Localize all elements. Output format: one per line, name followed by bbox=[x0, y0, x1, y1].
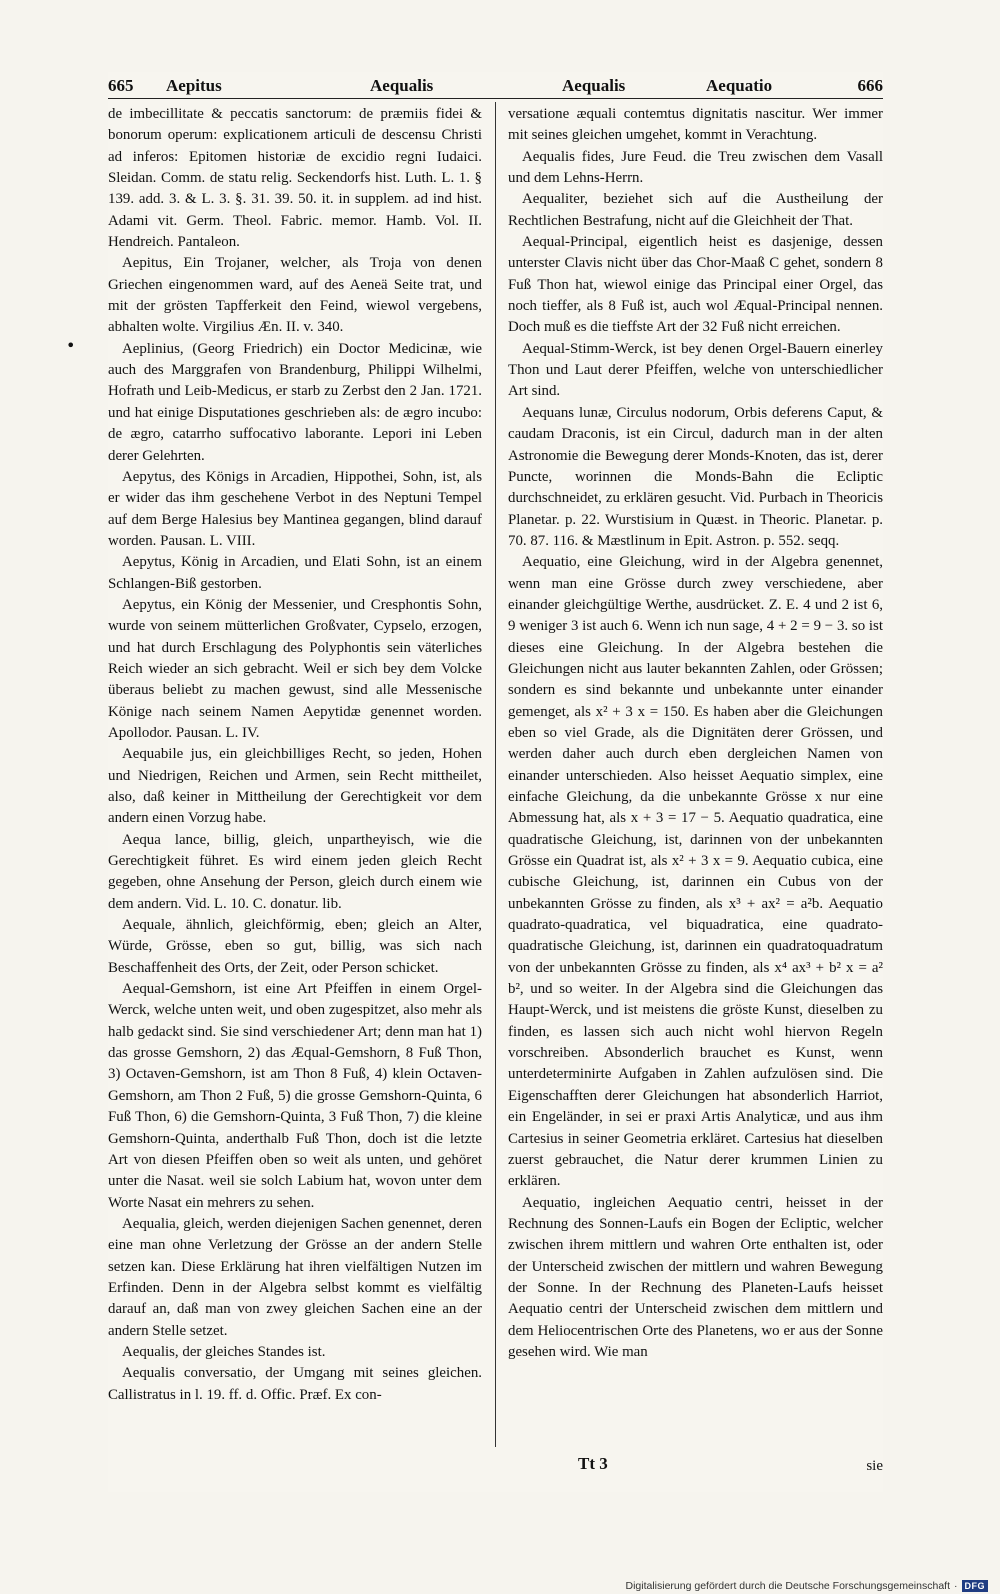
dictionary-entry: Aequal-Stimm-Werck, ist bey denen Orgel-Bauern einerley Thon und Laut derer Pfeiffen, welche von unterschiedlicher Art sind. bbox=[508, 340, 883, 400]
dictionary-entry: Aepytus, des Königs in Arcadien, Hippothei, Sohn, ist, als er wider das ihm geschehene Verbot in des Neptuni Tempel auf dem Berge Halesius bey Mantinea gegangen, blind darauf worden. Pausan. L. VIII. bbox=[108, 468, 482, 549]
dictionary-entry: Aepitus, Ein Trojaner, welcher, als Troja von denen Griechen eingenommen ward, auf des Aeneä Seite trat, und mit der grösten Tapfferkeit den Feind, wiewol vergebens, abhalten wolte. Virgilius Æn. II. v. 340. bbox=[108, 255, 482, 336]
header-word-center-right: Aequalis bbox=[562, 76, 626, 95]
catchword: sie bbox=[866, 1458, 883, 1474]
dictionary-entry: Aequalis conversatio, der Umgang mit seines gleichen. Callistratus in l. 19. ff. d. Offic. Præf. Ex con- bbox=[108, 1365, 482, 1403]
dictionary-entry: Aeplinius, (Georg Friedrich) ein Doctor Medicinæ, wie auch des Marggrafen von Brandenburg, Philippi Wilhelmi, Hofrath und Leib-Medicus, er starb zu Zerbst den 2 Jan. 1721. und hat einige Disputationes geschrieben als: de ægro incubo: de ægro, catarrho suffocativo laborante. Lepori ini Leben derer Gelehrten. bbox=[108, 340, 482, 464]
dictionary-entry: Aequabile jus, ein gleichbilliges Recht, so jeden, Hohen und Niedrigen, Reichen und Armen, sein Recht mittheilet, also, daß keiner in Mittheilung der Gerechtigkeit vor dem andern einen Vorzug habe. bbox=[108, 746, 482, 827]
dictionary-entry: versatione æquali contemtus dignitatis nascitur. Wer immer mit seines gleichen umgehet, kommt in Verachtung. bbox=[508, 106, 883, 144]
margin-mark: • bbox=[66, 336, 76, 355]
dictionary-entry: Aepytus, ein König der Messenier, und Cresphontis Sohn, wurde von seinem mütterlichen Großvater, Cypselo, erzogen, und hat durch Erschlagung des Polyphontis sein väterliches Reich wieder an sich gebracht. Weil er sich bey dem Volcke überaus beliebt zu machen gewust, sind alle Messenische Könige nach seinem Namen Aepytidæ genennet worden. Apollodor. Pausan. L. IV. bbox=[108, 596, 482, 741]
dictionary-entry: de imbecillitate & peccatis sanctorum: de præmiis fidei & bonorum operum: explicationem articuli de descensu Christi ad inferos: Epitomen historiæ de excidio regni Iudaici. Sleidan. Comm. de statu relig. Seckendorfs hist. Luth. L. 1. § 139. add. 3. & L. 3. §. 31. 39. 50. it. in supplem. ad ind hist. Adami vit. Germ. Theol. Fabric. memor. Hamb. Vol. II. Hendreich. Pantaleon. bbox=[108, 106, 482, 251]
dictionary-entry: Aequa lance, billig, gleich, unpartheyisch, wie die Gerechtigkeit führet. Es wird einem jeden gleich Recht gegeben, ohne Ansehung der Person, gleich durch einem wie dem andern. Vid. L. 10. C. donatur. lib. bbox=[108, 831, 482, 912]
dictionary-entry: Aequatio, eine Gleichung, wird in der Algebra genennet, wenn man eine Grösse durch zwey verschiedene, aber einander gleichgültige Werthe, ausdrücket. Z. E. 4 und 2 ist 6, 9 weniger 3 ist auch 6. Wenn ich nun sage, 4 + 2 = 9 − 3. so ist dieses eine Gleichung. In der Algebra bestehen die Gleichungen nicht aus lauter bekannten Zahlen, oder Grössen; sondern es sind bekannte und unbekannte unter einander gemenget, als x² + 3 x = 150. Es haben aber die Gleichungen eben so viel Grade, als die Dignitäten derer Grössen, und werden daher auch durch eben dergleichen Namen von einander unterschieden. Also heisset Aequatio simplex, eine einfache Gleichung, da die unbekannte Grösse x nur eine Abmessung hat, als x + 3 = 17 − 5. Aequatio quadratica, eine quadratische Gleichung, ist, darinnen von der unbekannten Grösse ein Quadrat ist, als x² + 3 x = 9. Aequatio cubica, eine cubische Gleichung, ist, darinnen ein Cubus von der unbekannten Grösse zu finden, als x³ + ax² = a²b. Aequatio quadrato-quadratica, vel biquadratica, eine quadrato-quadratische Gleichung, ist, darinnen ein quadratoquadratum von der unbekannten Grösse zu finden, als x⁴ ax³ + b² x = a² b², und so weiter. In der Algebra sind die Gleichungen das Haupt-Werck, und ist meistens die gröste Kunst, dieselben zu finden, es lassen sich auch nicht wohl hiervon Regeln vorschreiben. Absonderlich brauchet es Kunst, wenn unterdeterminirte Aufgaben in Zahlen aufzulösen sind. Die Eigenschafften derer Gleichungen hat absonderlich Harriot, ein Engeländer, in sei er praxi Artis Analyticæ, und aus ihm Cartesius in seiner Geometria erkläret. Cartesius hat dieselben zuerst gebrauchet, die Natur derer krummen Linien zu erklären. bbox=[508, 554, 883, 1190]
header-word-right: Aequatio bbox=[706, 76, 773, 95]
dictionary-entry: Aequans lunæ, Circulus nodorum, Orbis deferens Caput, & caudam Draconis, ist ein Circul, dadurch man in der alten Astronomie die Bewegung derer Monds-Knoten, das ist, derer Puncte, worinnen die Monds-Bahn die Ecliptic durchschneidet, zu erklären gesucht. Vid. Purbach in Theoricis Planetar. p. 22. Wurstisium in Quæst. in Theoric. Planetar. p. 70. 87. 116. & Mæstlinum in Epit. Astron. p. 552. seqq. bbox=[508, 404, 883, 549]
dictionary-entry: Aequalis fides, Jure Feud. die Treu zwischen dem Vasall und dem Lehns-Herrn. bbox=[508, 148, 883, 187]
dictionary-entry: Aequalia, gleich, werden diejenigen Sachen genennet, deren eine man ohne Verletzung der Grösse an der andern Stelle setzen kan. Diese Erklärung hat ihren vielfältigen Nutzen im Erfinden. Denn in der Algebra selbst kommt es vielfältig darauf an, daß man von zwey gleichen Sachen eine an der andern Stelle setzet. bbox=[108, 1215, 482, 1339]
dictionary-entry: Aequatio, ingleichen Aequatio centri, heisset in der Rechnung des Sonnen-Laufs ein Bogen der Ecliptic, welcher zwischen ihrem mittlern und wahren Orte enthalten ist, oder der Unterscheid zwischen der mittlern und wahren Bewegung der Sonne. In der Rechnung des Planeten-Laufs heisset Aequatio centri der Unterscheid zwischen dem mittlern und dem Heliocentrischen Orte des Planetens, wo er aus der Sonne gesehen wird. Wie man bbox=[508, 1194, 883, 1360]
footer-separator: · bbox=[954, 1580, 958, 1592]
dictionary-entry: Aequaliter, beziehet sich auf die Austheilung der Rechtlichen Bestrafung, nicht auf die Gleichheit der That. bbox=[508, 191, 883, 229]
dictionary-entry: Aequale, ähnlich, gleichförmig, eben; gleich an Alter, Würde, Grösse, eben so gut, billig, was sich nach Beschaffenheit des Orts, der Zeit, oder Person schicket. bbox=[108, 917, 482, 976]
dictionary-entry: Aequal-Principal, eigentlich heist es dasjenige, dessen unterster Clavis nicht über das Chor-Maaß C gehet, sondern 8 Fuß Thon hat, wiewol einige das Principal einer Orgel, das noch tieffer, als 8 Fuß ist, auch wol Æqual-Principal nennen. Doch muß es die tieffste Art der 32 Fuß nicht erreichen. bbox=[508, 234, 883, 336]
dfg-logo: DFG bbox=[962, 1580, 989, 1592]
page-number-left: 665 bbox=[108, 76, 134, 95]
book-page bbox=[108, 72, 883, 1492]
left-column bbox=[108, 104, 482, 1449]
running-header bbox=[108, 72, 883, 99]
footer-text: Digitalisierung gefördert durch die Deutsche Forschungsgemeinschaft bbox=[625, 1580, 950, 1592]
header-word-left: Aepitus bbox=[166, 76, 222, 95]
column-divider bbox=[495, 102, 496, 1447]
dictionary-entry: Aequal-Gemshorn, ist eine Art Pfeiffen in einem Orgel-Werck, welche unten weit, und oben zugespitzet, also mehr als halb gedackt sind. Sie sind verschiedener Art; denn man hat 1) das grosse Gemshorn, 2) das Æqual-Gemshorn, 8 Fuß Thon, 3) Octaven-Gemshorn, ist am Thon 8 Fuß, 4) klein Octaven-Gemshorn, am Thon 2 Fuß, 5) die grosse Gemshorn-Quinta, 6 Fuß Thon, 6) die Gemshorn-Quinta, 3 Fuß Thon, 7) die kleine Gemshorn-Quinta, anderthalb Fuß Thon, doch ist die letzte Art von diesen Pfeiffen oben so weit als unten, und gehöret unter die Nasat. weil sie solch Labium hat, wovon unter dem Worte Nasat ein mehrers zu sehen. bbox=[108, 981, 482, 1211]
page-number-right: 666 bbox=[857, 76, 883, 95]
dictionary-entry: Aepytus, König in Arcadien, und Elati Sohn, ist an einem Schlangen-Biß gestorben. bbox=[108, 554, 482, 592]
signature-mark: Tt 3 bbox=[578, 1454, 608, 1473]
right-column bbox=[508, 104, 883, 1449]
header-word-center-left: Aequalis bbox=[370, 76, 434, 95]
dictionary-entry: Aequalis, der gleiches Standes ist. bbox=[122, 1343, 326, 1360]
digitization-footer bbox=[625, 1580, 988, 1592]
